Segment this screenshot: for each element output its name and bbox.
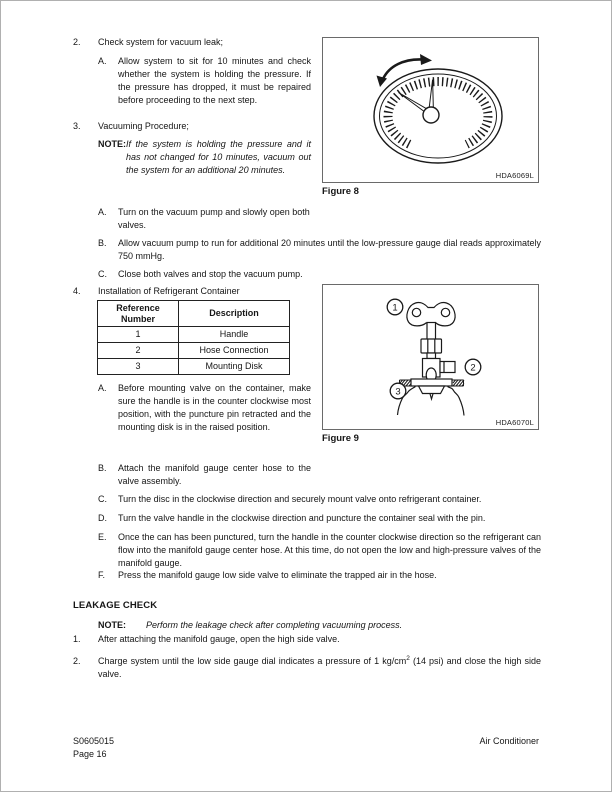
item-number: 4. bbox=[73, 286, 81, 296]
item-number: 2. bbox=[73, 37, 81, 47]
item-number: 2. bbox=[73, 656, 81, 666]
item-text: Turn on the vacuum pump and slowly open both valves. bbox=[118, 207, 310, 230]
figure9-caption: Figure 9 bbox=[322, 433, 359, 444]
list-item-4F bbox=[98, 569, 541, 582]
reference-table bbox=[97, 300, 290, 375]
item-text: Attach the manifold gauge center hose to the valve assembly. bbox=[118, 463, 311, 486]
item-title: Installation of Refrigerant Container bbox=[98, 286, 240, 296]
ref-cell: 2 bbox=[98, 343, 179, 359]
callout-1-number: 1 bbox=[392, 302, 398, 314]
item-text bbox=[98, 655, 541, 681]
desc-cell: Mounting Disk bbox=[179, 359, 290, 375]
note-text: Perform the leakage check after completing vacuuming process. bbox=[146, 620, 403, 630]
disk-hatch-right bbox=[452, 380, 464, 386]
disk-skirt bbox=[419, 386, 445, 394]
figure8-code: HDA6069L bbox=[495, 171, 534, 180]
item-text-pre: Charge system until the low side gauge dial indicates a pressure of 1 kg/cm bbox=[98, 656, 407, 666]
callout-2-number: 2 bbox=[470, 362, 476, 374]
table-row bbox=[98, 327, 290, 343]
item-text: Allow vacuum pump to run for additional 20 minutes until the low-pressure gauge dial reads approximately 750 mmHg. bbox=[118, 238, 541, 261]
item-letter: C. bbox=[98, 494, 107, 504]
item-text: Close both valves and stop the vacuum pump. bbox=[118, 269, 303, 279]
item-text: Turn the disc in the clockwise direction and securely mount valve onto refrigerant container. bbox=[118, 494, 482, 504]
list-item-3 bbox=[73, 120, 318, 133]
desc-cell: Hose Connection bbox=[179, 343, 290, 359]
footer-section: Air Conditioner bbox=[479, 736, 539, 746]
ref-cell: 3 bbox=[98, 359, 179, 375]
leakage-item-2 bbox=[73, 655, 541, 681]
valve-assembly-drawing bbox=[323, 285, 538, 429]
item-number: 1. bbox=[73, 634, 81, 644]
list-item-3A bbox=[98, 206, 311, 232]
callout-3-number: 3 bbox=[395, 386, 401, 398]
container-shoulder-right bbox=[448, 387, 465, 416]
leakage-item-1 bbox=[73, 633, 541, 646]
item-letter: C. bbox=[98, 269, 107, 279]
arrowhead-right bbox=[420, 54, 432, 65]
section-heading-leakage-check: LEAKAGE CHECK bbox=[73, 600, 158, 611]
list-item-4C bbox=[98, 493, 541, 506]
item-title: Check system for vacuum leak; bbox=[98, 37, 224, 47]
item-text: After attaching the manifold gauge, open the high side valve. bbox=[98, 634, 340, 644]
item-text-post: (14 psi) and close the high side valve. bbox=[98, 656, 542, 679]
note-label: NOTE: bbox=[98, 139, 126, 149]
item-letter: B. bbox=[98, 463, 107, 473]
item-letter: A. bbox=[98, 56, 107, 66]
note-label: NOTE: bbox=[98, 620, 126, 630]
item-letter: A. bbox=[98, 383, 107, 393]
item-text: Before mounting valve on the container, make sure the handle is in the counter clockwise most position, with the puncture pin retracted and the mounting disk is in the raised position. bbox=[118, 383, 311, 432]
item-letter: D. bbox=[98, 513, 107, 523]
table-header-description: Description bbox=[179, 301, 290, 327]
pressure-gauge-drawing bbox=[323, 38, 538, 182]
arrowhead-left bbox=[377, 76, 388, 88]
item-text: Allow system to sit for 10 minutes and check whether the system is holding the pressure. If the pressure has dropped, it must be repaired before proceeding to the next step. bbox=[118, 56, 311, 105]
item-letter: E. bbox=[98, 532, 107, 542]
desc-cell: Handle bbox=[179, 327, 290, 343]
gauge-hub bbox=[423, 107, 439, 123]
figure9-frame bbox=[322, 284, 539, 430]
item-number: 3. bbox=[73, 121, 81, 131]
table-row bbox=[98, 343, 290, 359]
figure9-code: HDA6070L bbox=[495, 418, 534, 427]
superscript-2: 2 bbox=[406, 655, 410, 662]
hex-nut bbox=[421, 339, 442, 353]
note-leakage bbox=[98, 619, 541, 632]
item-title: Vacuuming Procedure; bbox=[98, 121, 189, 131]
table-row bbox=[98, 359, 290, 375]
item-letter: F. bbox=[98, 570, 106, 580]
ref-cell: 1 bbox=[98, 327, 179, 343]
item-text: Press the manifold gauge low side valve to eliminate the trapped air in the hose. bbox=[118, 570, 437, 580]
figure8-frame bbox=[322, 37, 539, 183]
footer-doc-number: S0605015 bbox=[73, 736, 115, 746]
note-3 bbox=[98, 138, 311, 177]
valve-stem bbox=[427, 323, 436, 340]
list-item-4A bbox=[98, 382, 311, 434]
list-item-4B bbox=[98, 462, 311, 488]
list-item-4D bbox=[98, 512, 541, 525]
item-text: Turn the valve handle in the clockwise direction and puncture the container seal with the pin. bbox=[118, 513, 486, 523]
footer-left bbox=[73, 735, 114, 761]
list-item-2A bbox=[98, 55, 311, 107]
figure8-caption: Figure 8 bbox=[322, 186, 359, 197]
mounting-disk bbox=[411, 379, 452, 386]
hose-connection-stub bbox=[440, 362, 455, 373]
list-item-3B bbox=[98, 237, 541, 263]
list-item-2 bbox=[73, 36, 318, 49]
item-letter: A. bbox=[98, 207, 107, 217]
item-letter: B. bbox=[98, 238, 107, 248]
list-item-4E bbox=[98, 531, 541, 570]
table-header-reference-number: Reference Number bbox=[98, 301, 179, 327]
list-item-3C bbox=[98, 268, 541, 281]
note-text: If the system is holding the pressure and it has not changed for 10 minutes, vacuum out the system for an additional 20 minutes. bbox=[126, 139, 311, 175]
reference-table-wrap bbox=[97, 300, 290, 375]
item-text: Once the can has been punctured, turn the handle in the counter clockwise direction so the refrigerant can flow into the manifold gauge center hose. At this time, do not open the low and high-pressure valves of the manifold gauge. bbox=[118, 532, 541, 568]
list-item-4 bbox=[73, 285, 318, 298]
footer-page-label: Page 16 bbox=[73, 749, 107, 759]
